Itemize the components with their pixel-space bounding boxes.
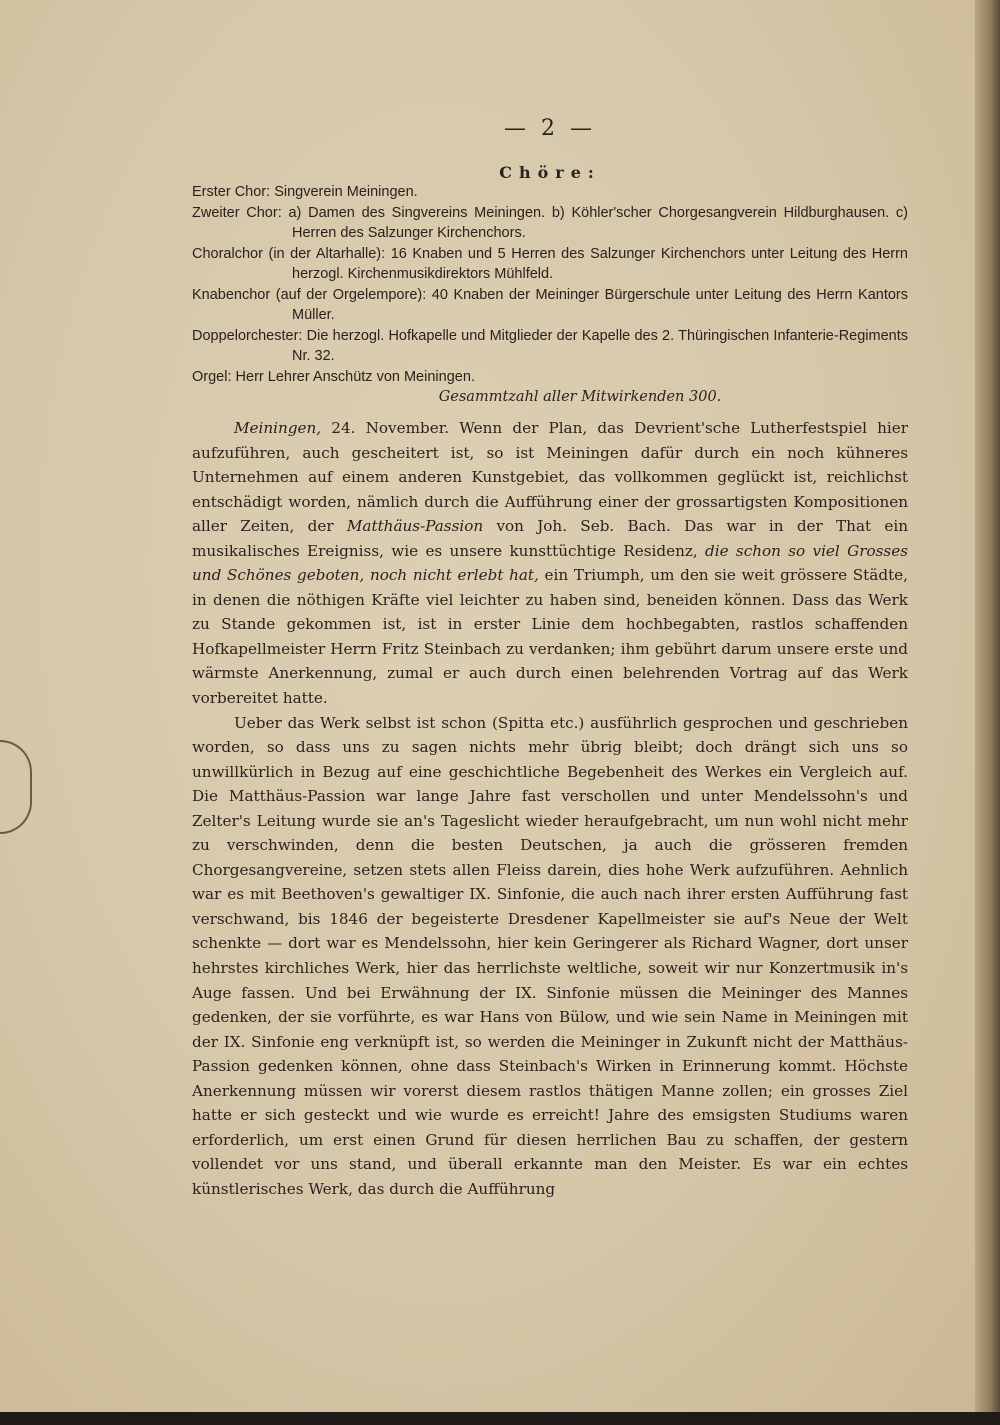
performer-text: Singverein Meiningen. (274, 184, 418, 200)
performer-text: a) Damen des Singvereins Meiningen. b) Köhler'scher Chorgesangverein Hildburghausen. c) Herren des Salzunger Kirchenchors. (288, 204, 908, 241)
performer-text: Die herzogl. Hofkapelle und Mitglieder der Kapelle des 2. Thüringischen Infanterie-Regiments Nr. 32. (292, 327, 909, 364)
performer-text: (in der Altarhalle): 16 Knaben und 5 Herren des Salzunger Kirchenchors unter Leitung des Herrn herzogl. Kirchenmusikdirektors Mühlfeld. (268, 245, 909, 282)
binding-thread-mark (0, 740, 32, 834)
performer-label: Zweiter Chor: (192, 204, 282, 221)
section-heading: Chöre: (499, 163, 601, 182)
performer-label: Knabenchor (192, 286, 271, 303)
performer-entry (192, 367, 908, 388)
paragraph-text: von Joh. Seb. Bach. Das war in der That ein musikalisches Ereigniss, wie es unsere kunsttüchtige Residenz, (192, 517, 908, 560)
work-title: Matthäus-Passion (346, 517, 484, 536)
page-number: — 2 — (504, 116, 596, 141)
performer-entry (192, 326, 908, 367)
performer-entry (192, 203, 908, 244)
performer-entry (192, 244, 908, 285)
performer-label: Orgel: (192, 368, 232, 385)
emphasis-text: die schon so viel Grosses und Schönes geboten, noch nicht erlebt hat, (192, 541, 908, 585)
article-paragraph: Ueber das Werk selbst ist schon (Spitta etc.) ausführlich gesprochen und geschrieben worden, so dass uns zu sagen nichts mehr übrig bleibt; doch drängt sich uns so unwillkürlich in Bezug auf eine geschichtliche Begebenheit des Werkes ein Vergleich auf. Die Matthäus-Passion war lange Jahre fast verschollen und unter Mendelssohn's und Zelter's Leitung wurde sie an's Tageslicht wieder heraufgebracht, um nun wohl nicht mehr zu verschwinden, denn die besten Deutschen, ja auch die grösseren fremden Chorgesangvereine, setzen stets allen Fleiss darein, dies hohe Werk aufzuführen. Aehnlich war es mit Beethoven's gewaltiger IX. Sinfonie, die auch nach ihrer ersten Aufführung fast verschwand, bis 1846 der begeisterte Dresdener Kapellmeister sie auf's Neue der Welt schenkte — dort war es Mendelssohn, hier kein Geringerer als Richard Wagner, dort unser hehrstes kirchliches Werk, hier das herrlichste weltliche, soweit wir nur Konzertmusik in's Auge fassen. Und bei Erwähnung der IX. Sinfonie müssen die Meininger des Mannes gedenken, der sie vorführte, es war Hans von Bülow, und wie sein Name in Meiningen mit der IX. Sinfonie eng verknüpft ist, so werden die Meininger in Zukunft nicht der Matthäus-Passion gedenken können, ohne dass Steinbach's Wirken in Erinnerung kommt. Höchste Anerkennung müssen wir vorerst diesem rastlos thätigen Manne zollen; ein grosses Ziel hatte er sich gesteckt und wie wurde es erreicht! Jahre des emsigsten Studiums waren erforderlich, um erst einen Grund für diesen herrlichen Bau zu schaffen, der gestern vollendet vor uns stand, und überall erkannte man den Meister. Es war ein echtes künstlerisches Werk, das durch die Aufführung (192, 713, 908, 1198)
performer-label: Erster Chor: (192, 184, 271, 200)
paragraph-text: 24. November. Wenn der Plan, das Devrient'sche Lutherfestspiel hier aufzuführen, auch gescheitert ist, so ist Meiningen dafür durch ein noch kühneres Unternehmen auf einem anderen Kunstgebiet, das vollkommen geglückt ist, reichlichst entschädigt worden, nämlich durch die Aufführung einer der grossartigsten Kompositionen aller Zeiten, der (192, 419, 908, 536)
total-performers: Gesammtzahl aller Mitwirkenden 300. (438, 389, 722, 405)
performer-label: Choralchor (192, 245, 263, 262)
performer-label: Doppelorchester: (192, 327, 303, 344)
performer-text: (auf der Orgelempore): 40 Knaben der Meininger Bürgerschule unter Leitung des Herrn Kantors Müller. (275, 286, 908, 323)
performer-entry (192, 285, 908, 326)
paragraph-text: ein Triumph, um den sie weit grössere Städte, in denen die nöthigen Kräfte viel leichter zu haben sind, beneiden können. Dass das Werk zu Stande gekommen ist, ist in erster Linie dem hochbegabten, rastlos schaffenden Hofkapellmeister Herrn Fritz Steinbach zu verdanken; ihm gebührt darum unsere erste und wärmste Anerkennung, zumal er auch durch einen belehrenden Vortrag auf das Werk vorbereitet hatte. (192, 566, 908, 708)
page-edge-shadow (975, 0, 1000, 1412)
performer-entry (192, 182, 908, 203)
dateline-place: Meiningen, (234, 419, 322, 437)
performer-text: Herr Lehrer Anschütz von Meiningen. (235, 368, 475, 385)
performer-list (192, 182, 908, 408)
article-body (192, 416, 908, 1202)
article-paragraph (192, 416, 908, 711)
